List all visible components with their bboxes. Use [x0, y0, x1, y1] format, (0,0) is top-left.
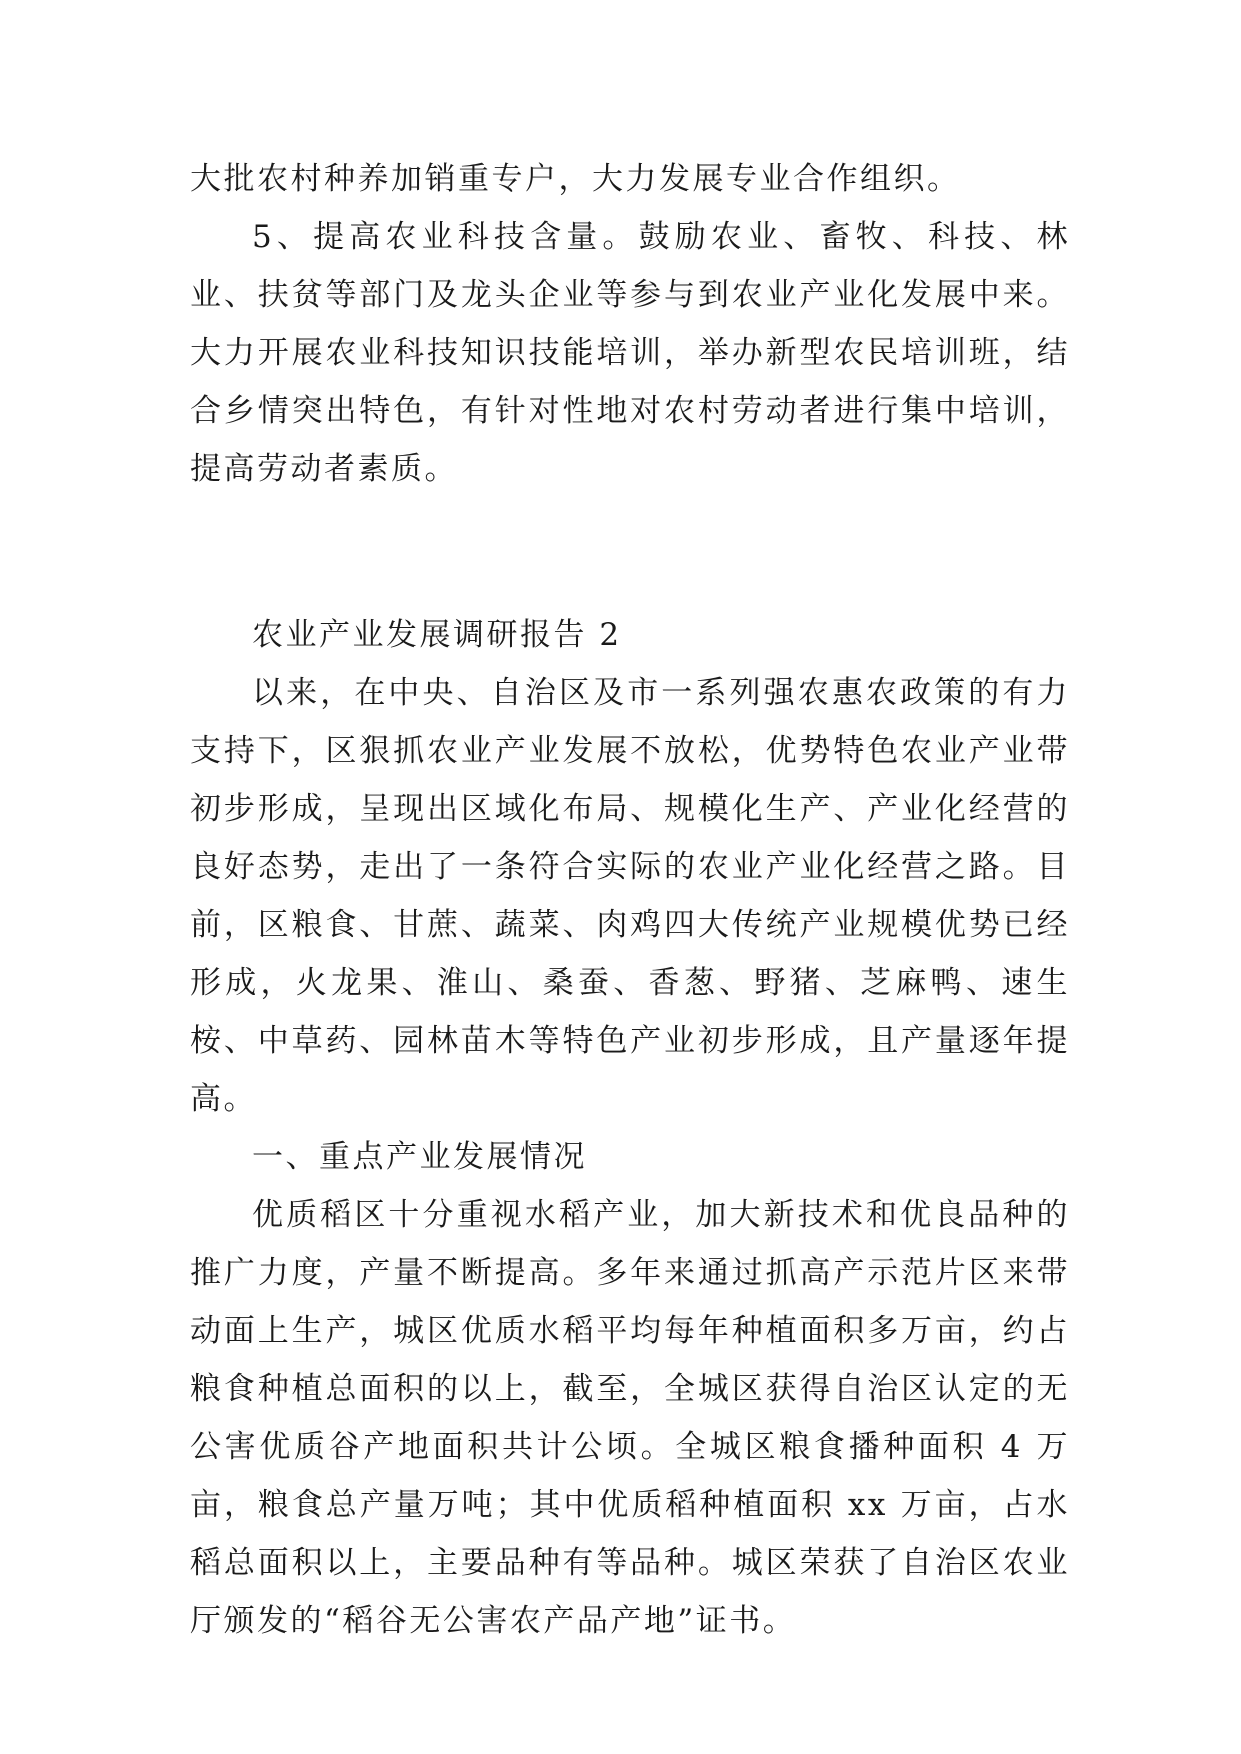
paragraph-overview: 以来，在中央、自治区及市一系列强农惠农政策的有力支持下，区狠抓农业产业发展不放松，优势特色农业产业带初步形成，呈现出区域化布局、规模化生产、产业化经营的良好态势，走出了一条符合实际的农业产业化经营之路。目前，区粮食、甘蔗、蔬菜、肉鸡四大传统产业规模优势已经形成，火龙果、淮山、桑蚕、香葱、野猪、芝麻鸭、速生桉、中草药、园林苗木等特色产业初步形成，且产量逐年提高。: [190, 675, 1070, 1117]
report-title: 农业产业发展调研报告 2: [252, 617, 622, 653]
document-body: [190, 150, 1070, 1650]
paragraph-tech-content: 5、提高农业科技含量。鼓励农业、畜牧、科技、林业、扶贫等部门及龙头企业等参与到农业产业化发展中来。大力开展农业科技知识技能培训，举办新型农民培训班，结合乡情突出特色，有针对性地对农村劳动者进行集中培训，提高劳动者素质。: [190, 219, 1070, 487]
section-spacer: [190, 498, 1070, 606]
paragraph-quality-rice: 优质稻区十分重视水稻产业，加大新技术和优良品种的推广力度，产量不断提高。多年来通过抓高产示范片区来带动面上生产，城区优质水稻平均每年种植面积多万亩，约占粮食种植总面积的以上，截至，全城区获得自治区认定的无公害优质谷产地面积共计公顷。全城区粮食播种面积 4 万亩，粮食总产量万吨；其中优质稻种植面积 xx 万亩，占水稻总面积以上，主要品种有等品种。城区荣获了自治区农业厅颁发的“稻谷无公害农产品产地”证书。: [190, 1197, 1070, 1639]
paragraph-continuation: 大批农村种养加销重专户，大力发展专业合作组织。: [190, 161, 961, 197]
section-heading-key-industries: 一、重点产业发展情况: [252, 1139, 587, 1175]
